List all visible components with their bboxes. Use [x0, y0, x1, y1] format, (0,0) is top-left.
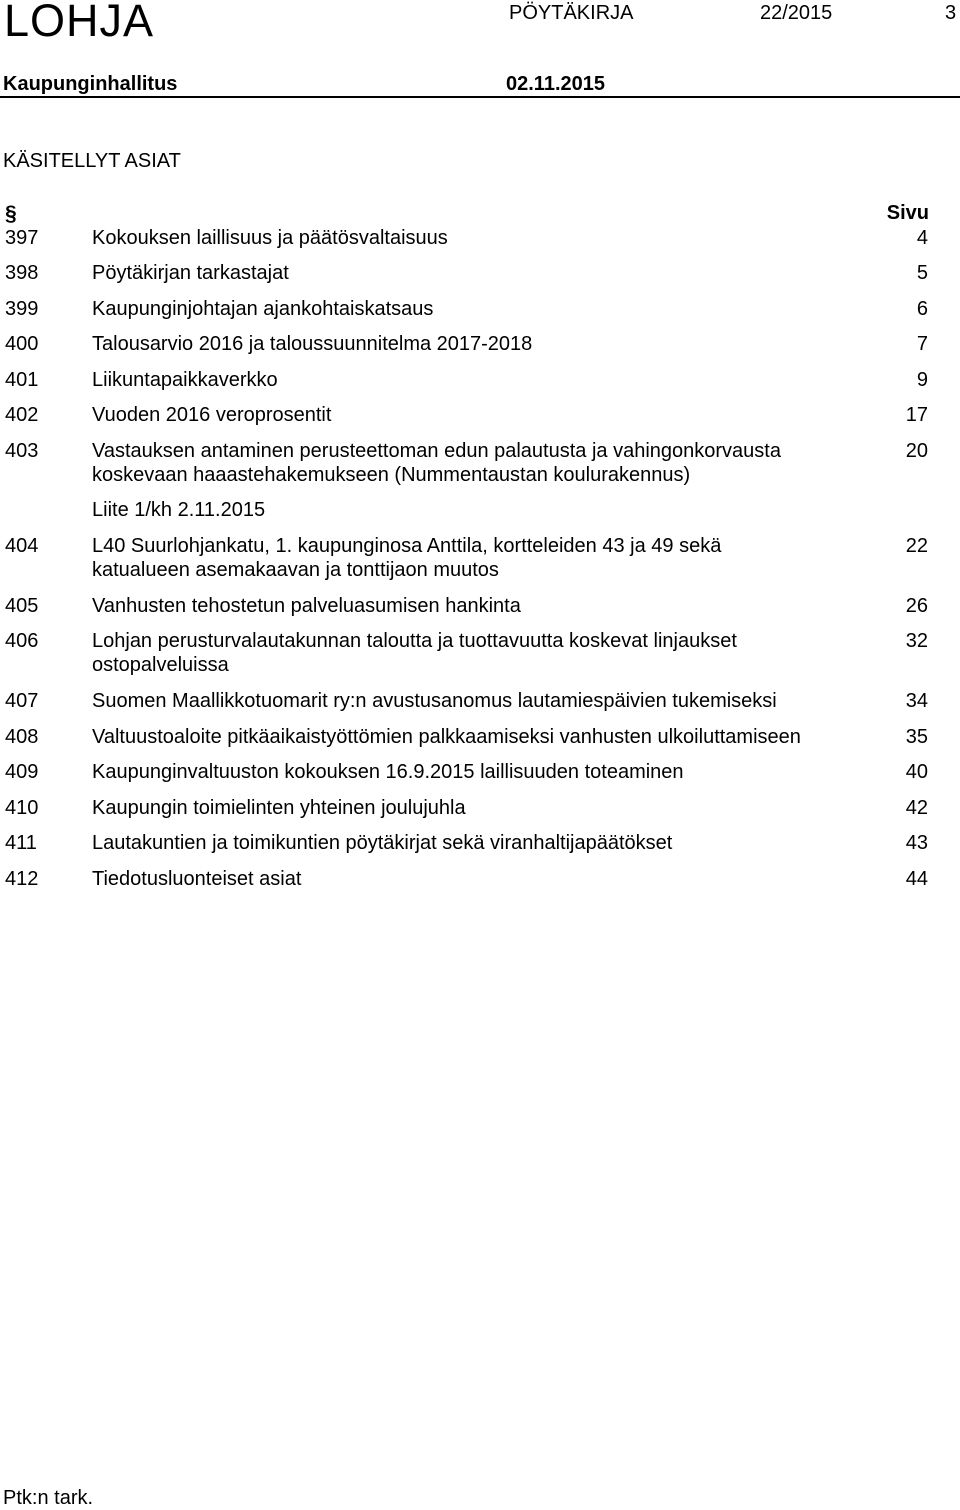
- agenda-item-title-line: Lohjan perusturvalautakunnan taloutta ja tuottavuutta koskevat linjaukset: [92, 630, 737, 652]
- agenda-item-title: [92, 725, 852, 749]
- agenda-item-title-line: Kaupunginjohtajan ajankohtaiskatsaus: [92, 298, 434, 320]
- agenda-item-title-line: Kaupunginvaltuuston kokouksen 16.9.2015 laillisuuden toteaminen: [92, 761, 684, 783]
- header-rule: [0, 96, 960, 98]
- agenda-item-title-line: L40 Suurlohjankatu, 1. kaupunginosa Anttila, kortteleiden 43 ja 49 sekä: [92, 535, 722, 557]
- agenda-item-page: 34: [905, 690, 928, 712]
- agenda-item-page: 22: [905, 535, 928, 557]
- agenda-item-title: [92, 261, 852, 285]
- agenda-item-page: 44: [905, 868, 928, 890]
- agenda-item-title: [92, 332, 852, 356]
- agenda-item-title-line: Vuoden 2016 veroprosentit: [92, 404, 332, 426]
- agenda-item-number: 398: [5, 262, 39, 284]
- agenda-item-title-line: ostopalveluissa: [92, 654, 229, 676]
- agenda-item-title: [92, 403, 852, 427]
- agenda-item-number: 400: [5, 333, 39, 355]
- agenda-item-title: [92, 760, 852, 784]
- agenda-item-title: [92, 534, 852, 582]
- agenda-item-title-line: Liikuntapaikkaverkko: [92, 369, 278, 391]
- agenda-item-title-line: Lautakuntien ja toimikuntien pöytäkirjat sekä viranhaltijapäätökset: [92, 832, 673, 854]
- agenda-item-page: 32: [905, 630, 928, 652]
- agenda-item-page: 5: [916, 262, 928, 284]
- agenda-item-title-line: Pöytäkirjan tarkastajat: [92, 262, 289, 284]
- agenda-item-number: 401: [5, 369, 39, 391]
- agenda-item-number: 409: [5, 761, 39, 783]
- page-column-header: Sivu: [886, 202, 929, 224]
- agenda-item-number: 397: [5, 227, 39, 249]
- agenda-item-title-line: Kokouksen laillisuus ja päätösvaltaisuus: [92, 227, 448, 249]
- agenda-item-title: [92, 368, 852, 392]
- agenda-item-page: 20: [905, 440, 928, 462]
- agenda-item-title: [92, 226, 852, 250]
- footer-note: Ptk:n tark.: [3, 1487, 94, 1509]
- agenda-item-title-line: koskevaan haaastehakemukseen (Nummentaustan koulurakennus): [92, 464, 691, 486]
- agenda-item-title-line: katualueen asemakaavan ja tonttijaon muutos: [92, 559, 499, 581]
- agenda-item-number: 405: [5, 595, 39, 617]
- agenda-item-page: 35: [905, 726, 928, 748]
- agenda-item-title: [92, 796, 852, 820]
- agenda-item-number: 407: [5, 690, 39, 712]
- agenda-item-number: 404: [5, 535, 39, 557]
- agenda-item-page: 26: [905, 595, 928, 617]
- attachment-note: Liite 1/kh 2.11.2015: [92, 499, 266, 521]
- agenda-item-title-line: Valtuustoaloite pitkäaikaistyöttömien palkkaamiseksi vanhusten ulkoiluttamiseen: [92, 726, 801, 748]
- agenda-item-page: 40: [905, 761, 928, 783]
- agenda-item-title-line: Kaupungin toimielinten yhteinen joulujuhla: [92, 797, 466, 819]
- agenda-item-number: 402: [5, 404, 39, 426]
- agenda-item-title-line: Tiedotusluonteiset asiat: [92, 868, 302, 890]
- agenda-item-number: 399: [5, 298, 39, 320]
- meeting-date: 02.11.2015: [506, 73, 605, 95]
- agenda-item-page: 6: [916, 298, 928, 320]
- agenda-item-page: 43: [905, 832, 928, 854]
- agenda-item-title-line: Suomen Maallikkotuomarit ry:n avustusanomus lautamiespäivien tukemiseksi: [92, 690, 777, 712]
- agenda-item-number: 412: [5, 868, 39, 890]
- agenda-item-title: [92, 439, 852, 487]
- agenda-item-page: 42: [905, 797, 928, 819]
- section-title: KÄSITELLYT ASIAT: [3, 150, 181, 172]
- document-number: 22/2015: [760, 2, 833, 24]
- agenda-item-page: 9: [916, 369, 928, 391]
- agenda-item-number: 411: [5, 832, 37, 854]
- agenda-item-page: 4: [916, 227, 928, 249]
- agenda-item-title: [92, 594, 852, 618]
- agenda-item-title: [92, 867, 852, 891]
- agenda-item-number: 406: [5, 630, 39, 652]
- agenda-item-number: 403: [5, 440, 39, 462]
- agenda-item-page: 17: [905, 404, 928, 426]
- agenda-item-title-line: Vanhusten tehostetun palveluasumisen hankinta: [92, 595, 521, 617]
- agenda-item-title-line: Talousarvio 2016 ja taloussuunnitelma 2017-2018: [92, 333, 533, 355]
- agenda-item-title: [92, 629, 852, 677]
- agenda-item-title: [92, 831, 852, 855]
- agenda-item-title: [92, 297, 852, 321]
- document-type: PÖYTÄKIRJA: [509, 2, 634, 24]
- page-number: 3: [945, 2, 957, 24]
- logo: LOHJA: [4, 0, 155, 46]
- section-symbol-header: §: [5, 202, 17, 225]
- agenda-item-title: [92, 689, 852, 713]
- agenda-item-title-line: Vastauksen antaminen perusteettoman edun palautusta ja vahingonkorvausta: [92, 440, 781, 462]
- agenda-item-number: 408: [5, 726, 39, 748]
- agenda-item-number: 410: [5, 797, 39, 819]
- agenda-item-page: 7: [916, 333, 928, 355]
- body-name: Kaupunginhallitus: [3, 73, 178, 95]
